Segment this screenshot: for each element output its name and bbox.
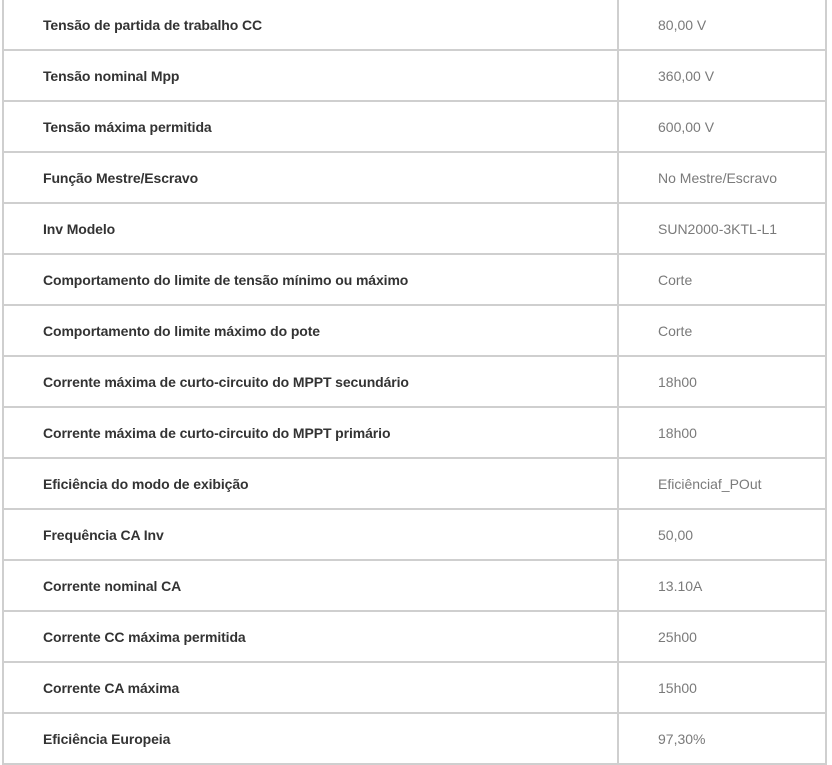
table-row <box>3 305 826 356</box>
spec-label: Frequência CA Inv <box>3 509 618 560</box>
table-row <box>3 0 826 50</box>
spec-value: Corte <box>618 254 826 305</box>
spec-value: 15h00 <box>618 662 826 713</box>
table-row <box>3 50 826 101</box>
table-row <box>3 458 826 509</box>
table-row <box>3 611 826 662</box>
spec-label: Tensão de partida de trabalho CC <box>3 0 618 50</box>
spec-value: 13.10A <box>618 560 826 611</box>
spec-label: Tensão máxima permitida <box>3 101 618 152</box>
table-row <box>3 662 826 713</box>
spec-value: 50,00 <box>618 509 826 560</box>
spec-value: 25h00 <box>618 611 826 662</box>
spec-label: Função Mestre/Escravo <box>3 152 618 203</box>
spec-label: Inv Modelo <box>3 203 618 254</box>
spec-label: Comportamento do limite de tensão mínimo ou máximo <box>3 254 618 305</box>
spec-value: 600,00 V <box>618 101 826 152</box>
table-row <box>3 203 826 254</box>
spec-value: 80,00 V <box>618 0 826 50</box>
spec-label: Corrente nominal CA <box>3 560 618 611</box>
spec-label: Comportamento do limite máximo do pote <box>3 305 618 356</box>
spec-value: Corte <box>618 305 826 356</box>
spec-value: Eficiênciaf_POut <box>618 458 826 509</box>
spec-label: Eficiência Europeia <box>3 713 618 764</box>
table-row <box>3 254 826 305</box>
spec-value: 97,30% <box>618 713 826 764</box>
table-row <box>3 152 826 203</box>
table-row <box>3 713 826 764</box>
spec-value: 360,00 V <box>618 50 826 101</box>
spec-table <box>2 0 827 765</box>
table-row <box>3 356 826 407</box>
spec-label: Corrente CA máxima <box>3 662 618 713</box>
table-row <box>3 509 826 560</box>
spec-label: Corrente CC máxima permitida <box>3 611 618 662</box>
spec-value: 18h00 <box>618 407 826 458</box>
spec-label: Eficiência do modo de exibição <box>3 458 618 509</box>
spec-label: Tensão nominal Mpp <box>3 50 618 101</box>
spec-value: No Mestre/Escravo <box>618 152 826 203</box>
table-row <box>3 101 826 152</box>
spec-label: Corrente máxima de curto-circuito do MPPT primário <box>3 407 618 458</box>
spec-value: SUN2000-3KTL-L1 <box>618 203 826 254</box>
spec-label: Corrente máxima de curto-circuito do MPPT secundário <box>3 356 618 407</box>
table-row <box>3 407 826 458</box>
spec-value: 18h00 <box>618 356 826 407</box>
table-row <box>3 560 826 611</box>
